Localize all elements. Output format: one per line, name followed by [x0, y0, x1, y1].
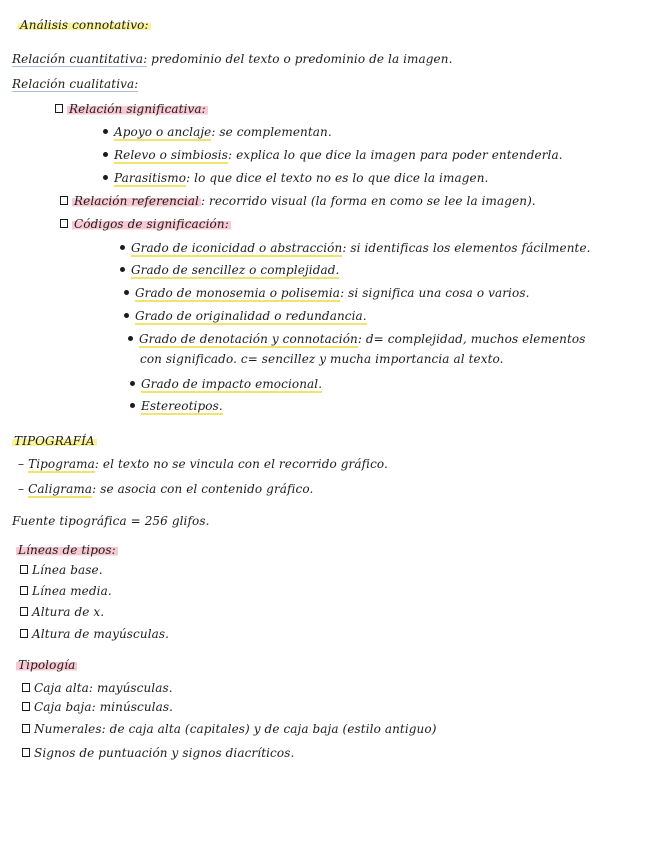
estereotipos-label: Estereotipos.: [141, 399, 223, 413]
significativa-line: [55, 101, 208, 117]
caja-alta-line: Caja alta: mayúsculas.: [22, 680, 173, 696]
iconicidad-text: : si identificas los elementos fácilmente.: [342, 241, 591, 255]
referencial-text: : recorrido visual (la forma en como se lee la imagen).: [200, 194, 536, 208]
tipologia-title: Tipología: [18, 658, 76, 672]
originalidad-line: [124, 308, 367, 324]
caligrama-line: [18, 481, 313, 497]
box-marker-icon: [22, 748, 30, 757]
codigos-label: Códigos de significación:: [74, 217, 229, 231]
signos-line: Signos de puntuación y signos diacríticos.: [22, 745, 294, 761]
apoyo-line: [103, 124, 332, 140]
impacto-line: [130, 376, 322, 392]
bullet-icon: [103, 152, 108, 157]
relevo-line: [103, 147, 563, 163]
bullet-icon: [128, 336, 133, 341]
parasitismo-line: [103, 170, 488, 186]
denotacion-line: [128, 331, 586, 347]
bullet-icon: [103, 175, 108, 180]
monosemia-text: : si significa una cosa o varios.: [340, 286, 530, 300]
referencial-line: [60, 193, 536, 209]
caligrama-label: Caligrama: [28, 482, 93, 496]
lineas-item: Altura de mayúsculas.: [20, 626, 169, 642]
box-marker-icon: [20, 586, 28, 595]
iconicidad-line: [120, 240, 591, 256]
bullet-icon: [120, 267, 125, 272]
cualitativa-label: Relación cualitativa:: [12, 77, 139, 91]
sencillez-line: [120, 262, 339, 278]
bullet-icon: [130, 403, 135, 408]
bullet-icon: [103, 129, 108, 134]
bullet-icon: [130, 381, 135, 386]
dash-icon: –: [18, 457, 25, 471]
parasitismo-label: Parasitismo: [114, 171, 187, 185]
parasitismo-text: : lo que dice el texto no es lo que dice la imagen.: [186, 171, 489, 185]
numerales-line: [22, 721, 436, 737]
numerales-label: Numerales: [34, 722, 102, 736]
box-marker-icon: [20, 565, 28, 574]
numerales-text: : de caja alta (capitales) y de caja baja (estilo antiguo): [101, 722, 437, 736]
monosemia-line: [124, 285, 530, 301]
iconicidad-label: Grado de iconicidad o abstracción: [131, 241, 343, 255]
dash-icon: –: [18, 482, 25, 496]
bullet-icon: [124, 290, 129, 295]
tipografia-title: TIPOGRAFÍA: [14, 434, 95, 448]
estereotipos-line: [130, 398, 223, 414]
lineas-item: Altura de x.: [20, 604, 104, 620]
caligrama-text: : se asocia con el contenido gráfico.: [92, 482, 314, 496]
bullet-icon: [124, 313, 129, 318]
box-marker-icon: [60, 196, 68, 205]
lineas-title: Líneas de tipos:: [18, 543, 116, 557]
tipograma-text: : el texto no se vincula con el recorrido gráfico.: [94, 457, 388, 471]
apoyo-text: : se complementan.: [211, 125, 332, 139]
tipograma-line: [18, 456, 388, 472]
originalidad-label: Grado de originalidad o redundancia.: [135, 309, 367, 323]
caja-baja-line: Caja baja: minúsculas.: [22, 699, 173, 715]
bullet-icon: [120, 245, 125, 250]
box-marker-icon: [55, 104, 63, 113]
significativa-label: Relación significativa:: [69, 102, 206, 116]
apoyo-label: Apoyo o anclaje: [114, 125, 212, 139]
cualitativa-line: [12, 76, 138, 92]
cuantitativa-text: predominio del texto o predominio de la imagen.: [147, 52, 453, 66]
referencial-label: Relación referencial: [74, 194, 199, 208]
box-marker-icon: [22, 702, 30, 711]
box-marker-icon: [20, 629, 28, 638]
denotacion-text-2: con significado. c= sencillez y mucha importancia al texto.: [140, 352, 504, 366]
denotacion-text-1: : d= complejidad, muchos elementos: [357, 332, 586, 346]
connotativo-title: Análisis connotativo:: [20, 18, 149, 32]
cuantitativa-label: Relación cuantitativa:: [12, 52, 148, 66]
lineas-item: Línea media.: [20, 583, 112, 599]
sencillez-label: Grado de sencillez o complejidad.: [131, 263, 340, 277]
box-marker-icon: [20, 607, 28, 616]
denotacion-line-2: [140, 351, 504, 367]
box-marker-icon: [22, 724, 30, 733]
fuente-line: [12, 513, 210, 529]
fuente-text: Fuente tipográfica = 256 glifos.: [12, 514, 210, 528]
codigos-line: [60, 216, 231, 232]
impacto-label: Grado de impacto emocional.: [141, 377, 323, 391]
box-marker-icon: [60, 219, 68, 228]
lineas-item: Línea base.: [20, 562, 103, 578]
relevo-text: : explica lo que dice la imagen para poder entenderla.: [228, 148, 563, 162]
relevo-label: Relevo o simbiosis: [114, 148, 229, 162]
cuantitativa-line: [12, 51, 453, 67]
box-marker-icon: [22, 683, 30, 692]
tipograma-label: Tipograma: [28, 457, 95, 471]
monosemia-label: Grado de monosemia o polisemia: [135, 286, 341, 300]
denotacion-label: Grado de denotación y connotación: [139, 332, 358, 346]
